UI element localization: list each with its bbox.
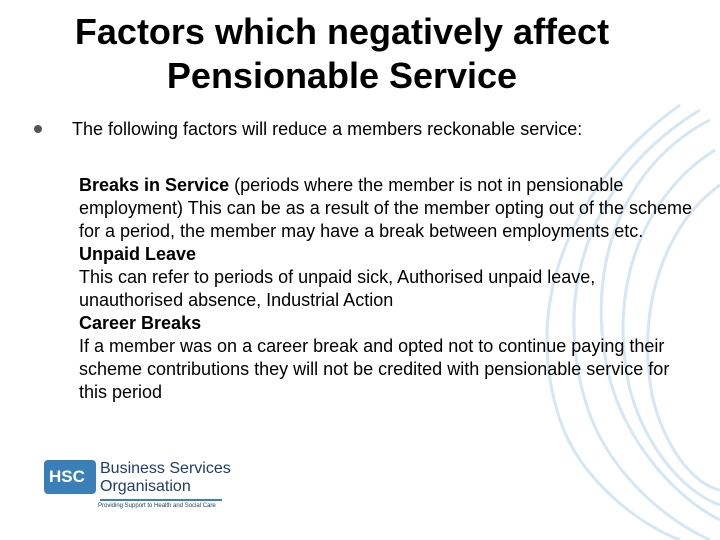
unpaid-text: This can refer to periods of unpaid sick, Authorised unpaid leave, unauthorised absence, Industrial Action xyxy=(79,267,596,310)
logo-organisation-name xyxy=(100,460,231,496)
breaks-heading: Breaks in Service xyxy=(79,175,230,195)
title-line-2: Pensionable Service xyxy=(166,55,518,96)
bullet-text: The following factors will reduce a members reckonable service: xyxy=(72,119,583,139)
unpaid-heading: Unpaid Leave xyxy=(79,244,197,264)
bullet-icon xyxy=(34,125,42,133)
slide-title xyxy=(0,10,684,98)
logo-mark-text: HSC xyxy=(49,467,85,486)
logo-tagline: Providing Support to Health and Social Care xyxy=(98,503,216,509)
title-line-1: Factors which negatively affect xyxy=(74,11,610,52)
hsc-bso-logo xyxy=(44,458,244,518)
career-heading: Career Breaks xyxy=(79,313,202,333)
body-text xyxy=(79,174,694,404)
hsc-logo-mark xyxy=(44,460,96,494)
logo-line-1: Business Services xyxy=(100,460,231,477)
breaks-paragraph xyxy=(79,174,694,243)
breaks-text: (periods where the member is not in pensionable employment) This can be as a result of the member opting out of the scheme for a period, the member may have a break between employments etc. xyxy=(79,175,692,241)
career-text: If a member was on a career break and opted not to continue paying their scheme contributions they will not be credited with pensionable service for this period xyxy=(79,336,670,402)
logo-divider xyxy=(100,499,222,501)
logo-line-2: Organisation xyxy=(100,478,191,495)
